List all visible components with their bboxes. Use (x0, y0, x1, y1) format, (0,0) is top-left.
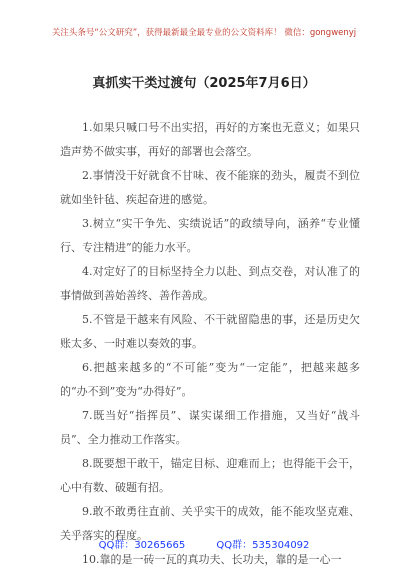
paragraph-8: 8.既要想干敢干，锚定目标、迎难而上；也得能干会干，心中有数、破题有招。 (60, 457, 360, 494)
header-banner: 关注头条号“公文研究”，获得最新最全最专业的公文资料库！ 微信：gongwenyj (51, 28, 357, 38)
paragraph-5: 5.不管是干越来有风险、不干就留隐患的事，还是历史欠账太多、一时难以奏效的事。 (60, 313, 360, 350)
paragraph-3: 3.树立“实干争先、实绩说话”的政绩导向，涵养“专业懂行、专注精进”的能力水平。 (60, 217, 360, 254)
paragraph-10: 10.靠的是一砖一瓦的真功夫、长功夫，靠的是一心一 (82, 553, 342, 566)
footer-contacts (0, 536, 408, 551)
paragraph-2: 2.事情没干好就食不甘味、夜不能寐的劲头，履责不到位就如坐针毡、疾起奋进的感觉。 (60, 169, 360, 206)
paragraph-6: 6.把越来越多的“不可能”变为“一定能”，把越来越多的“办不到”变为“办得好”。 (60, 361, 360, 398)
document-body (60, 116, 360, 572)
page-title: 真抓实干类过渡句（2025年7月6日） (92, 76, 316, 91)
footer-qq-group-2: QQ群：535304092 (216, 540, 310, 551)
paragraph-4: 4.对定好了的目标坚持全力以赴、到点交卷，对认准了的事情做到善始善终、善作善成。 (60, 265, 360, 302)
footer-qq-group-1: QQ群：30265665 (98, 540, 186, 551)
paragraph-1: 1.如果只喊口号不出实招，再好的方案也无意义；如果只造声势不做实事，再好的部署也会落空。 (60, 121, 360, 158)
paragraph-7: 7.既当好“指挥员”、谋实谋细工作措施，又当好“战斗员”、全力推动工作落实。 (60, 409, 360, 446)
paragraph-9: 9.敢不敢勇往直前、关乎实干的成效，能不能攻坚克难、关乎落实的程度。 (60, 505, 360, 542)
